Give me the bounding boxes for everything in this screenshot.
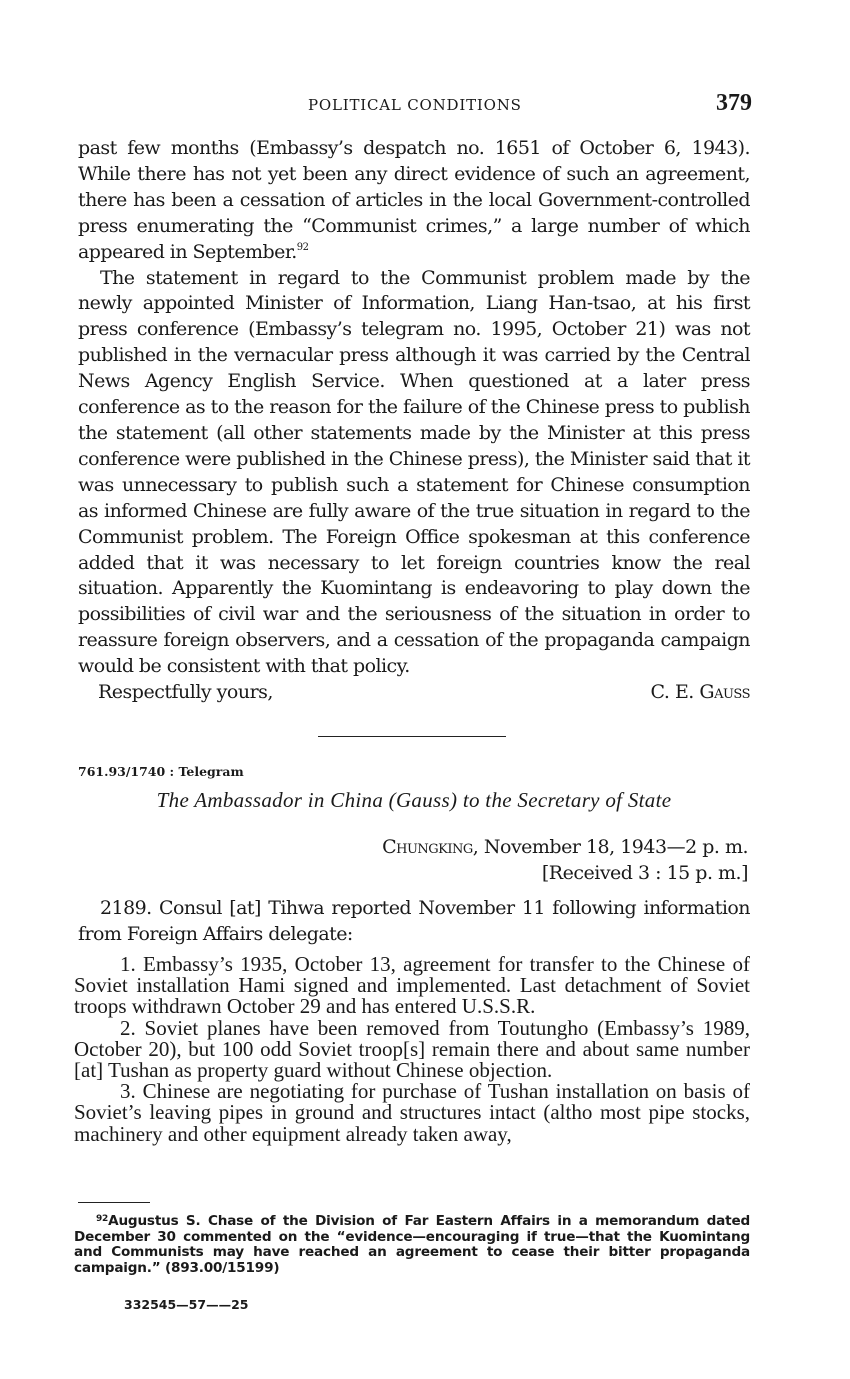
footnote bbox=[74, 1214, 750, 1276]
despatch-body bbox=[78, 136, 750, 680]
footnote-body bbox=[74, 1214, 750, 1276]
dateline bbox=[382, 834, 748, 886]
place-date bbox=[382, 834, 748, 860]
section-divider bbox=[318, 736, 506, 737]
closing-salutation: Respectfully yours, bbox=[98, 681, 273, 703]
list-item: 2. Soviet planes have been removed from Toutungho (Embassy’s 1989, October 20), but 100 odd Soviet troop[s] remain there and about same number [at] Tushan as property guard without Chinese objection. bbox=[74, 1015, 750, 1083]
file-reference: 761.93/1740 : Telegram bbox=[78, 764, 244, 779]
footnote-divider bbox=[78, 1202, 150, 1203]
footnote-reference: 92 bbox=[296, 241, 309, 253]
running-head bbox=[78, 92, 750, 122]
telegram-intro: 2189. Consul [at] Tihwa reported November 11 following information from Foreign Affairs delegate: bbox=[78, 897, 750, 945]
footnote-text: Augustus S. Chase of the Division of Far Eastern Affairs in a memorandum dated December 30 commented on the “evidence—encouraging if true—that the Kuomintang and Communists may have reached an agreement to cease their bitter propaganda campaign.” (893.00/15199) bbox=[74, 1213, 750, 1276]
page-number: 379 bbox=[716, 90, 752, 116]
closing-line bbox=[98, 681, 750, 707]
signature: C. E. Gauss bbox=[650, 681, 750, 703]
running-title: POLITICAL CONDITIONS bbox=[308, 96, 522, 114]
paragraph-2: The statement in regard to the Communist problem made by the newly appointed Minister of Information, Liang Han-tsao, at his first press conference (Embassy’s telegram no. 1995, October 21) was not published in the vernacular press although it was carried by the Central News Agency English Service. When questioned at a later press conference as to the reason for the failure of the Chinese press to publish the statement (all other statements made by the Minister at this press conference were published in the Chinese press), the Minister said that it was unnecessary to publish such a statement for Chinese consumption as informed Chinese are fully aware of the true situation in regard to the Communist problem. The Foreign Office spokesman at this conference added that it was necessary to let foreign countries know the real situation. Apparently the Kuomintang is endeavoring to play down the possibilities of civil war and the seriousness of the situation in order to reassure foreign observers, and a cessation of the propaganda campaign would be consistent with that policy. bbox=[78, 266, 750, 678]
paragraph-1-text: past few months (Embassy’s despatch no. 1651 of October 6, 1943). While there has not yet been any direct evidence of such an agreement, there has been a cessation of articles in the local Government-controlled press enumerating the “Communist crimes,” a large number of which appeared in September. bbox=[78, 137, 750, 263]
list-item: 3. Chinese are negotiating for purchase of Tushan installation on basis of Soviet’s leaving pipes in ground and structures intact (altho most pipe stocks, machinery and other equipment already taken away, bbox=[74, 1079, 750, 1146]
paragraph-continuation bbox=[78, 136, 750, 266]
place: Chungking, bbox=[382, 836, 479, 858]
telegram-body bbox=[78, 896, 750, 948]
telegram-list bbox=[74, 954, 750, 1145]
document-title: The Ambassador in China (Gauss) to the Secretary of State bbox=[156, 788, 672, 812]
received-time: [Received 3 : 15 p. m.] bbox=[541, 862, 748, 884]
printer-line: 332545—57——25 bbox=[124, 1297, 249, 1312]
footnote-mark: 92 bbox=[96, 1214, 109, 1224]
list-item: 1. Embassy’s 1935, October 13, agreement for transfer to the Chinese of Soviet installation Hami signed and implemented. Last detachment of Soviet troops withdrawn October 29 and has entered U.S.S.R. bbox=[74, 952, 750, 1019]
date-time: November 18, 1943—2 p. m. bbox=[483, 836, 748, 858]
